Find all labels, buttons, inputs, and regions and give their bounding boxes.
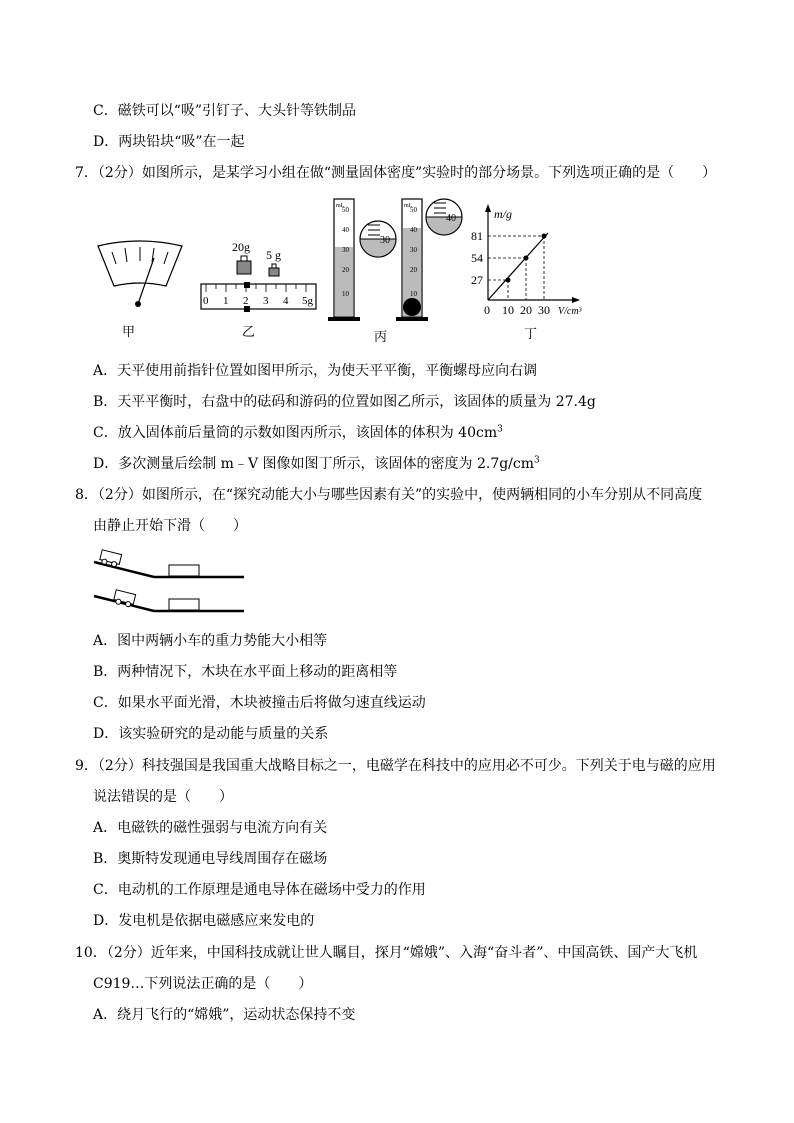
ruler-tick-3: 3 [263,295,269,307]
figure-bing-label: 丙 [374,329,388,344]
figure-ding-label: 丁 [524,326,538,341]
q8-option-d: D．该实验研究的是动能与质量的关系 [93,726,329,742]
graph-xtick-20: 20 [520,303,532,317]
q8-stem-line2: 由静止开始下滑（ ） [93,518,247,534]
q9-stem-line1: 9．（2分）科技强国是我国重大战略目标之一，电磁学在科技中的应用必不可少。下列关于电与磁的应用 [75,758,716,774]
q8-option-b: B．两种情况下，木块在水平面上移动的距离相等 [93,664,398,680]
ruler-tick-2: 2 [243,295,249,307]
q6-option-c: C．磁铁可以“吸”引钉子、大头针等铁制品 [93,103,357,119]
ruler-tick-4: 4 [283,295,289,307]
q9-option-a: A．电磁铁的磁性强弱与电流方向有关 [93,820,328,836]
graph-ytick-54: 54 [471,251,483,265]
q7-option-b: B．天平平衡时，右盘中的砝码和游码的位置如图乙所示，该固体的质量为 27.4g [93,394,596,410]
cyl1-unit: mL [336,203,345,209]
cyl2-tick-40: 40 [410,226,417,234]
figure-ding-mv-graph [468,200,602,345]
q8-option-a: A．图中两辆小车的重力势能大小相等 [93,633,328,649]
q7-option-d: D．多次测量后绘制 m﹣V 图像如图丁所示，该固体的密度为 $2.7g/cm^3$ [93,455,540,472]
ruler-tick-0: 0 [203,295,209,307]
figure-jia-label: 甲 [122,324,136,339]
cyl2-tick-30: 30 [410,246,417,254]
q9-option-d: D．发电机是依据电磁感应来发电的 [93,913,315,929]
q6-option-d: D．两块铅块“吸”在一起 [93,134,245,150]
figure-q8-ramps-carts [92,548,248,616]
weight-5g-label: 5 g [266,248,281,262]
q7-stem: 7．（2分）如图所示，是某学习小组在做“测量固体密度”实验时的部分场景。下列选项正确的是（ ） [75,165,717,181]
graph-xtick-0: 0 [484,303,490,317]
q9-option-b: B．奥斯特发现通电导线周围存在磁场 [93,851,328,867]
figure-jia-pointer-scale [92,236,188,342]
graph-y-label: m/g [494,207,512,221]
graph-ytick-81: 81 [471,229,483,243]
cyl1-tick-10: 10 [342,290,349,298]
q7-option-a: A．天平使用前指针位置如图甲所示，为使天平平衡，平衡螺母应向右调 [93,363,538,379]
cyl2-tick-50: 50 [410,206,417,214]
graph-x-label: V/cm³ [558,306,582,317]
cyl1-tick-50: 50 [342,206,349,214]
graph-xtick-10: 10 [502,303,514,317]
graph-xtick-30: 30 [538,303,550,317]
zoom1-reading: 30 [380,235,390,246]
cyl1-tick-20: 20 [342,266,349,274]
q10-stem-line1: 10．（2分）近年来，中国科技成就让世人瞩目，探月“嫦娥”、入海“奋斗者”、中国高铁、国产大飞机 [75,945,698,961]
q9-option-c: C．电动机的工作原理是通电导体在磁场中受力的作用 [93,882,426,898]
cyl1-tick-40: 40 [342,226,349,234]
cyl1-tick-30: 30 [342,246,349,254]
weight-20g-label: 20g [232,240,250,254]
graph-ytick-27: 27 [471,273,483,287]
figure-yi-weights-ruler [198,236,322,342]
figure-bing-cylinders [324,195,470,345]
ruler-tick-5: 5g [302,295,313,307]
q10-stem-line2: C919…下列说法正确的是（ ） [93,976,313,992]
zoom2-reading: 40 [446,213,456,224]
q9-stem-line2: 说法错误的是（ ） [93,789,233,805]
cyl2-tick-10: 10 [410,290,417,298]
cyl2-unit: mL [404,203,413,209]
ruler-tick-1: 1 [223,295,229,307]
cyl2-tick-20: 20 [410,266,417,274]
q10-option-a: A．绕月飞行的“嫦娥”，运动状态保持不变 [93,1007,356,1023]
q8-option-c: C．如果水平面光滑，木块被撞击后将做匀速直线运动 [93,695,426,711]
figure-yi-label: 乙 [242,324,256,339]
q8-stem-line1: 8．（2分）如图所示，在“探究动能大小与哪些因素有关”的实验中，使两辆相同的小车分别从不同高度 [75,487,703,503]
q7-option-c: C．放入固体前后量筒的示数如图丙所示，该固体的体积为 $40cm^3$ [93,424,503,441]
